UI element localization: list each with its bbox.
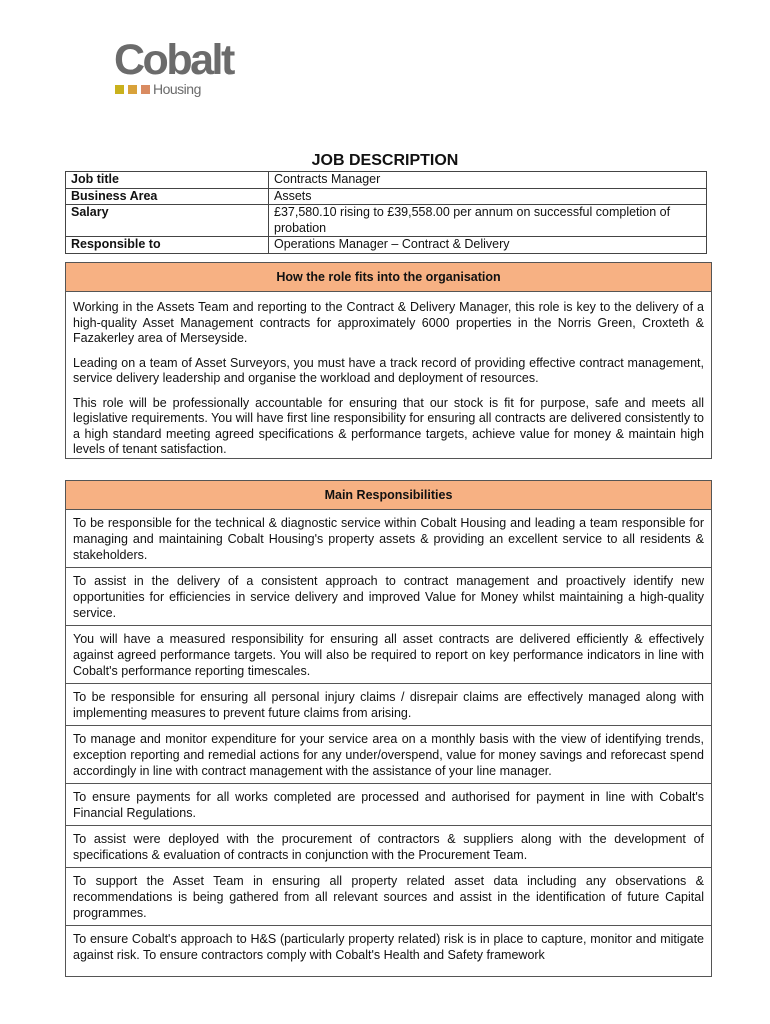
info-label: Job title [66,172,269,189]
responsibility-item: You will have a measured responsibility for ensuring all asset contracts are delivered efficiently & effectively against agreed performance targets. You will also be required to report on key performance indicators in line with Cobalt's performance reporting timescales. [66,625,711,683]
table-row [66,237,707,254]
table-row [66,205,707,237]
role-paragraph: This role will be professionally accountable for ensuring that our stock is fit for purpose, safe and meets all legislative requirements. You will have first line responsibility for ensuring all contracts are delivered consistently to a high standard meeting agreed specifications & performance targets, achieve value for money & maintain high levels of tenant satisfaction. [73,395,704,456]
info-label: Business Area [66,188,269,205]
role-paragraph: Leading on a team of Asset Surveyors, you must have a track record of providing effective contract management, service delivery leadership and organise the workload and deployment of resources. [73,355,704,385]
responsibilities-heading: Main Responsibilities [66,481,711,510]
responsibility-item: To ensure Cobalt's approach to H&S (particularly property related) risk is in place to capture, monitor and mitigate against risk. To ensure contractors comply with Cobalt's Health and Safety framework [66,925,711,967]
responsibility-item: To ensure payments for all works completed are processed and authorised for payment in line with Cobalt's Financial Regulations. [66,783,711,825]
info-value: Contracts Manager [269,172,707,189]
info-value: Operations Manager – Contract & Delivery [269,237,707,254]
responsibility-item: To be responsible for ensuring all personal injury claims / disrepair claims are effectively managed along with implementing measures to prevent future claims from arising. [66,683,711,725]
role-section [65,262,712,459]
responsibility-item: To support the Asset Team in ensuring all property related asset data including any observations & recommendations is being gathered from all relevant sources and assist in the identification of future Capital programmes. [66,867,711,925]
responsibility-item: To assist in the delivery of a consistent approach to contract management and proactively identify new opportunities for efficiencies in service delivery and improved Value for Money whilst maintaining a high-quality service. [66,567,711,625]
responsibility-item: To manage and monitor expenditure for your service area on a monthly basis with the view of identifying trends, exception reporting and remedial actions for any under/overspend, value for money savings and reforecast spend accordingly in line with contract management with the assistance of your line manager. [66,725,711,783]
logo-subtitle: Housing [153,81,201,97]
logo-square-3 [141,85,150,94]
logo-square-1 [115,85,124,94]
responsibility-item: To be responsible for the technical & diagnostic service within Cobalt Housing and leading a team responsible for managing and maintaining Cobalt Housing's property assets & providing an excellent service to all residents & stakeholders. [73,516,704,562]
logo-wordmark: Cobalt [114,36,233,84]
role-paragraph: Working in the Assets Team and reporting to the Contract & Delivery Manager, this role is key to the delivery of a high-quality Asset Management contracts for approximately 6000 properties in the Norris Green, Croxteth & Fazakerley area of Merseyside. [73,300,704,345]
info-value: Assets [269,188,707,205]
role-section-heading: How the role fits into the organisation [66,263,711,292]
cobalt-housing-logo [114,38,244,100]
table-row [66,172,707,189]
info-label: Responsible to [66,237,269,254]
info-label: Salary [66,205,269,237]
logo-square-2 [128,85,137,94]
responsibilities-section [65,480,712,977]
document-title: JOB DESCRIPTION [311,152,459,169]
table-row [66,188,707,205]
job-info-table [65,171,707,254]
info-value: £37,580.10 rising to £39,558.00 per annum on successful completion of probation [269,205,707,237]
responsibility-item: To assist were deployed with the procurement of contractors & suppliers along with the development of specifications & evaluation of contracts in conjunction with the Procurement Team. [66,825,711,867]
